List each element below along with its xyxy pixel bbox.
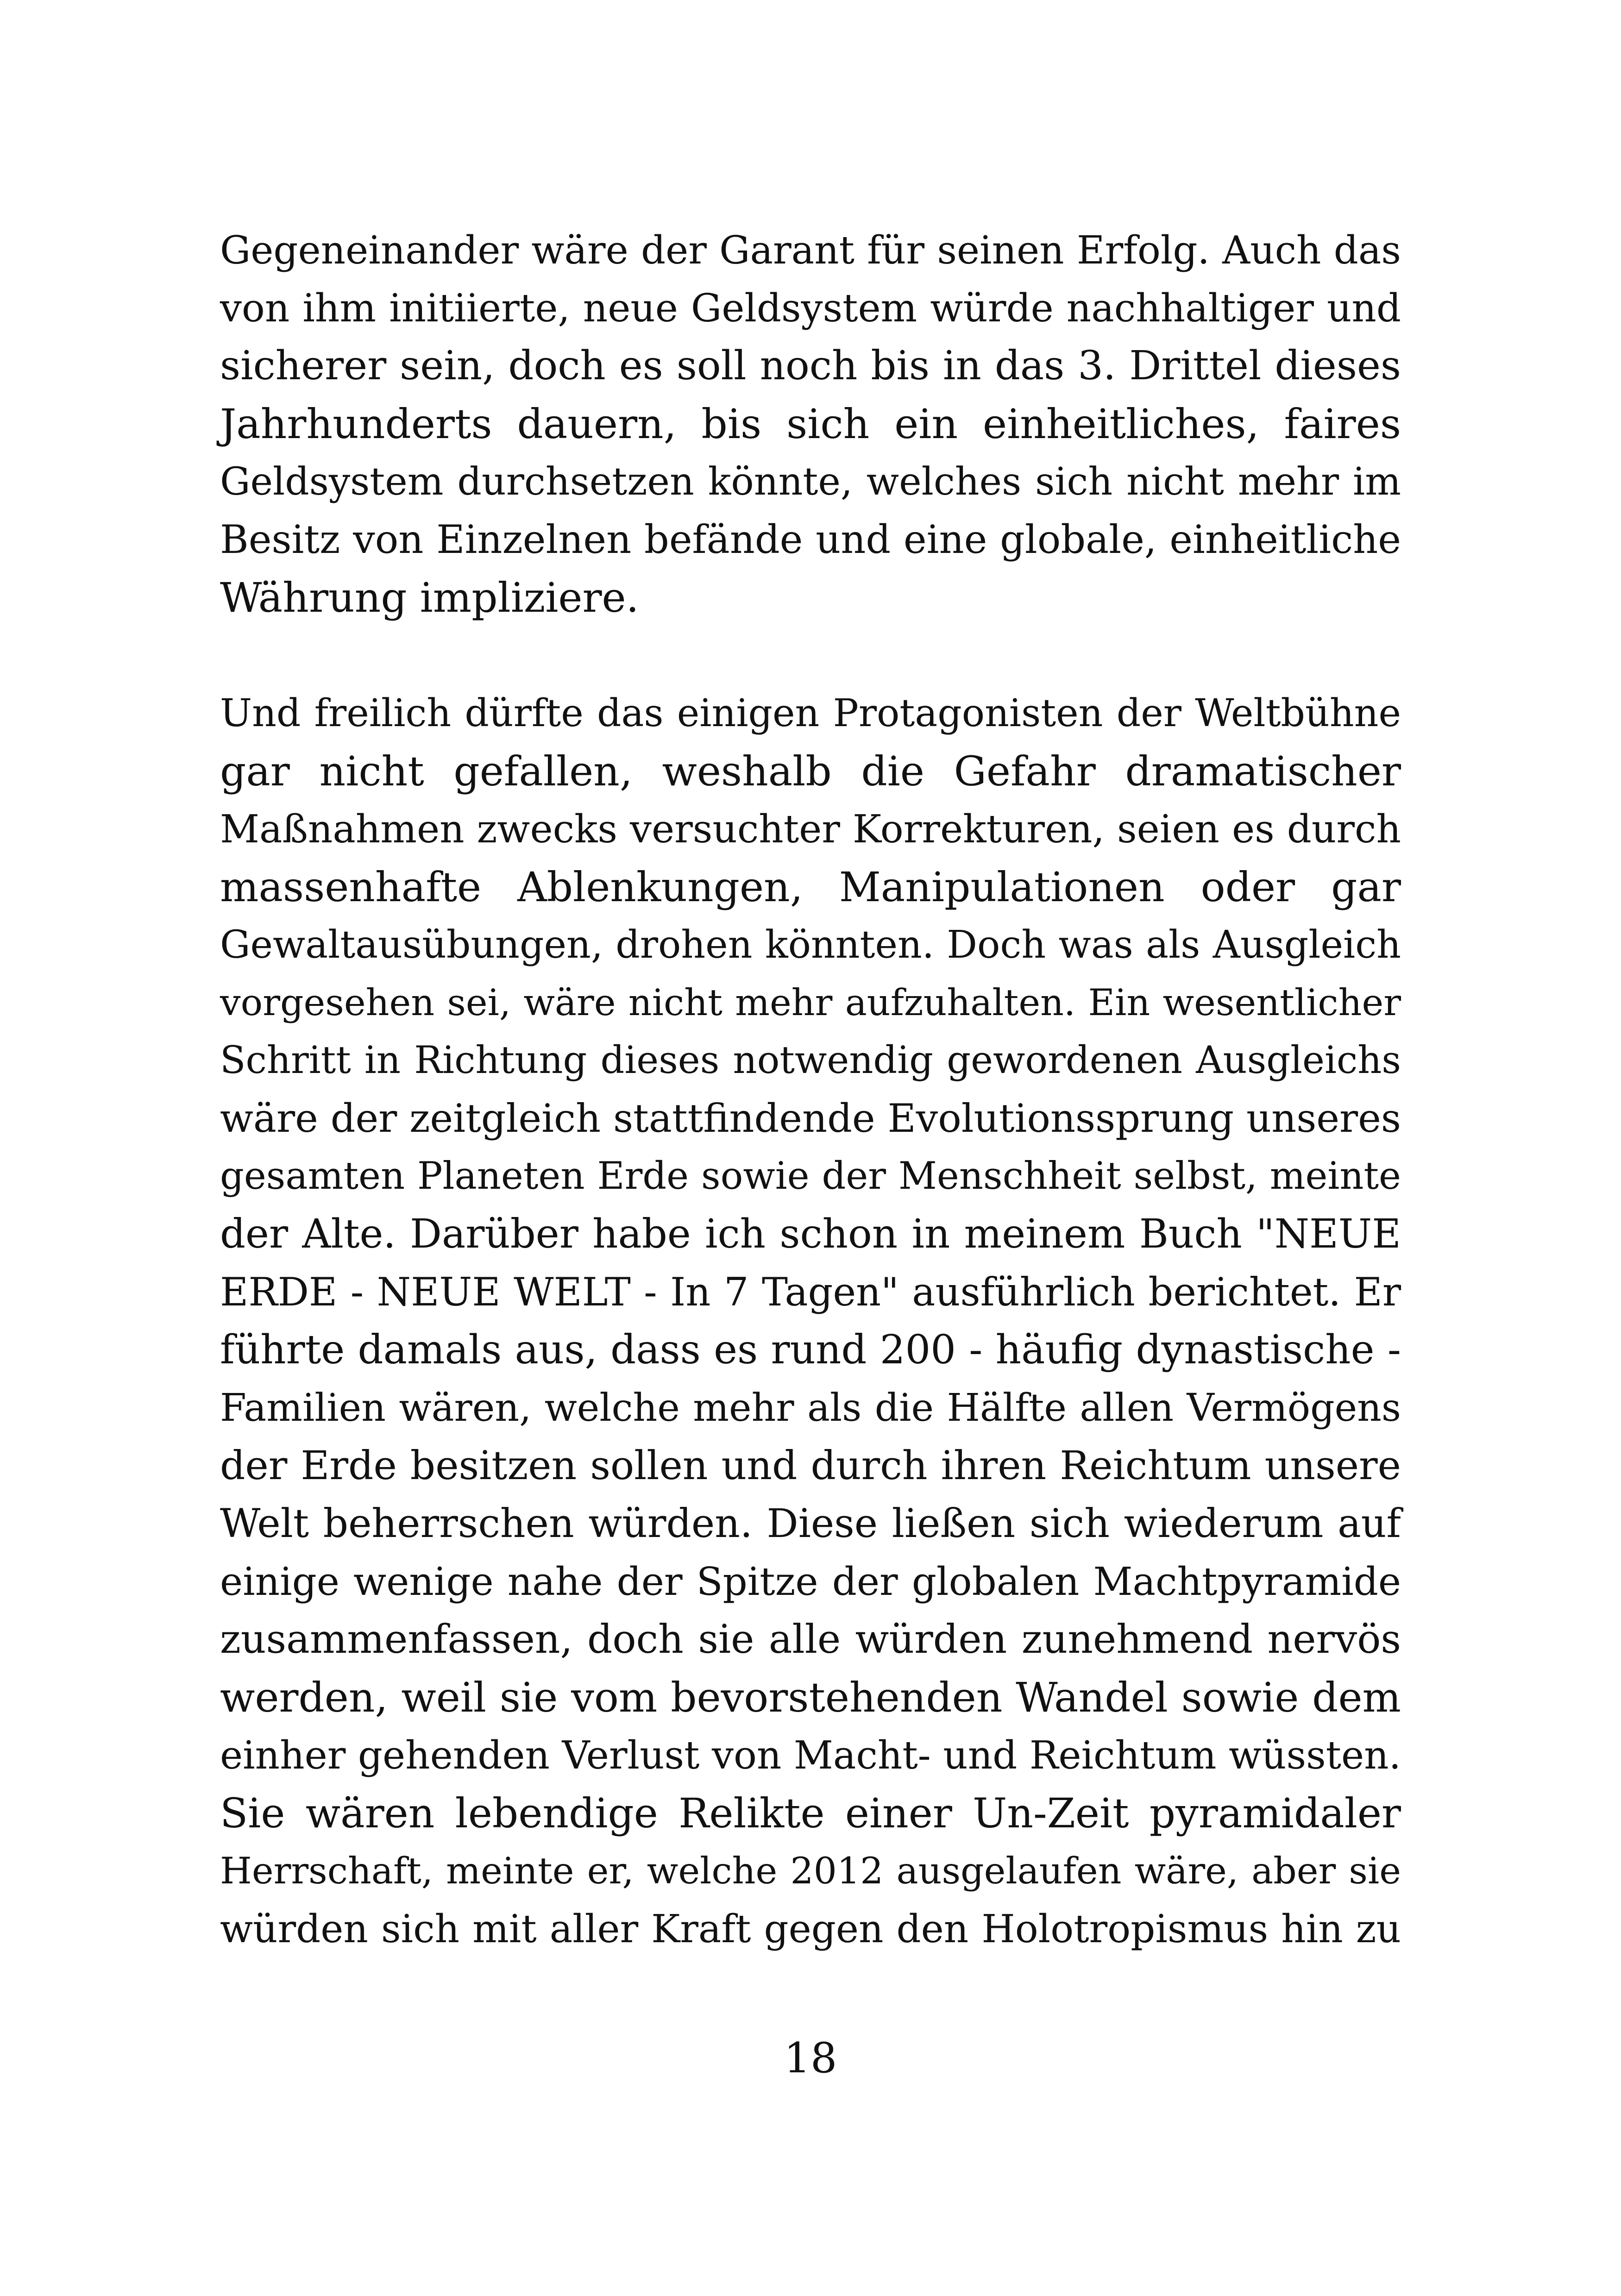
text-line: sicherer sein, doch es soll noch bis in das 3. Drittel dieses [220,343,1401,389]
text-line: Sie wären lebendige Relikte einer Un-Zeit pyramidaler [220,1789,1401,1837]
text-line: der Erde besitzen sollen und durch ihren Reichtum unsere [220,1443,1401,1489]
text-line: würden sich mit aller Kraft gegen den Holotropismus hin zu [220,1907,1401,1951]
text-line: Jahrhunderts dauern, bis sich ein einheitliches, faires [220,400,1401,448]
text-line: Und freilich dürfte das einigen Protagonisten der Weltbühne [220,691,1401,735]
text-line: Schritt in Richtung dieses notwendig gewordenen Ausgleichs [220,1039,1401,1082]
text-line: Besitz von Einzelnen befände und eine globale, einheitliche [220,517,1401,562]
text-line: gar nicht gefallen, weshalb die Gefahr dramatischer [220,747,1401,795]
text-line: führte damals aus, dass es rund 200 - häufig dynastische - [220,1327,1401,1373]
text-line: Gegeneinander wäre der Garant für seinen Erfolg. Auch das [220,228,1401,273]
text-line: wäre der zeitgleich stattfindende Evolutionssprung unseres [220,1096,1401,1141]
paragraph-2 [220,684,1401,1958]
text-line: werden, weil sie vom bevorstehenden Wandel sowie dem [220,1674,1401,1721]
page-number: 18 [784,2034,837,2083]
text-line: vorgesehen sei, wäre nicht mehr aufzuhalten. Ein wesentlicher [220,981,1401,1024]
text-line: zusammenfassen, doch sie alle würden zunehmend nervös [220,1617,1401,1662]
text-line: massenhafte Ablenkungen, Manipulationen oder gar [220,863,1401,911]
text-line: der Alte. Darüber habe ich schon in meinem Buch "NEUE [220,1211,1401,1257]
text-line: ERDE - NEUE WELT - In 7 Tagen" ausführlich berichtet. Er [220,1269,1401,1315]
text-line: Währung impliziere. [220,574,639,621]
text-line: Gewaltausübungen, drohen könnten. Doch was als Ausgleich [220,923,1401,967]
text-line: Herrschaft, meinte er, welche 2012 ausgelaufen wäre, aber sie [220,1850,1401,1892]
text-line: von ihm initiierte, neue Geldsystem würde nachhaltiger und [220,286,1401,331]
text-line: gesamten Planeten Erde sowie der Menschheit selbst, meinte [220,1154,1401,1198]
text-line: einige wenige nahe der Spitze der globalen Machtpyramide [220,1559,1401,1604]
text-line: Familien wären, welche mehr als die Hälfte allen Vermögens [220,1386,1401,1430]
text-line: Geldsystem durchsetzen könnte, welches sich nicht mehr im [220,460,1401,504]
text-line: Maßnahmen zwecks versuchter Korrekturen, seien es durch [220,807,1401,852]
paragraph-1 [220,221,1401,627]
text-line: einher gehenden Verlust von Macht- und Reichtum wüssten. [220,1733,1401,1778]
text-line: Welt beherrschen würden. Diese ließen sich wiederum auf [220,1501,1401,1547]
